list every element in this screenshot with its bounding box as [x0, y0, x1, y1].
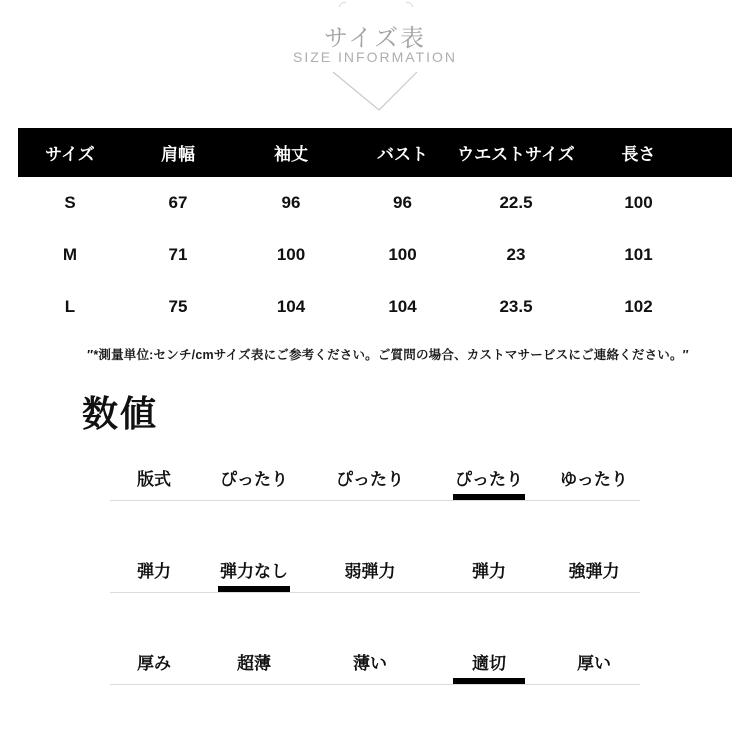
header-cell-sleeve: 袖丈 [274, 145, 308, 164]
size-table-header [18, 128, 732, 177]
size-cell: 96 [393, 193, 412, 212]
size-cell: 101 [624, 245, 653, 264]
spec-option: ゆったり [560, 470, 628, 489]
size-cell: 23 [506, 245, 526, 264]
spec-option: 超薄 [237, 654, 271, 673]
spec-label: 弾力 [137, 562, 171, 581]
size-row-m [18, 229, 732, 281]
size-cell: 104 [388, 297, 417, 316]
spec-option: ぴったり [336, 470, 404, 489]
size-cell: 96 [281, 193, 301, 212]
header-cell-waist: ウエストサイズ [457, 145, 575, 164]
spec-row-fit [110, 470, 640, 501]
spec-row-elasticity [110, 562, 640, 593]
chevron-down-icon [332, 71, 418, 112]
size-cell: 22.5 [499, 193, 533, 212]
spec-label: 版式 [137, 470, 171, 489]
size-cell: 23.5 [499, 297, 533, 316]
size-table [18, 128, 732, 333]
size-cell: 75 [168, 297, 188, 316]
spec-option: 厚い [577, 654, 611, 673]
spec-option: 適切 [430, 654, 548, 674]
size-chart-title: サイズ表 [323, 25, 427, 52]
spec-option: 弱弾力 [344, 562, 396, 581]
spec-option: 弾力 [472, 562, 506, 581]
measurement-note: ″*測量単位:センチ/cmサイズ表にご参考ください。ご質問の場合、カストマサービスにご連絡ください。″ [87, 348, 689, 362]
header-cell-size: サイズ [45, 145, 95, 164]
size-row-l [18, 281, 732, 333]
decorative-flourish [333, 0, 419, 10]
header-cell-bust: バスト [377, 145, 428, 164]
size-cell: L [64, 297, 76, 316]
size-cell: S [64, 193, 76, 212]
header-cell-shoulder: 肩幅 [161, 145, 195, 164]
size-cell: 100 [624, 193, 653, 212]
size-cell: 67 [168, 193, 188, 212]
size-row-s [18, 177, 732, 229]
size-cell: 100 [276, 245, 306, 264]
spec-option: 強弾力 [568, 562, 620, 581]
size-cell: 102 [624, 297, 653, 316]
size-chart-subtitle: SIZE INFORMATION [293, 49, 457, 65]
spec-option: ぴったり [430, 470, 548, 490]
size-cell: 100 [388, 245, 417, 264]
spec-label: 厚み [137, 654, 171, 673]
spec-section-heading: 数値 [82, 393, 159, 434]
header-cell-length: 長さ [621, 145, 656, 164]
spec-option: 薄い [353, 654, 387, 673]
spec-rows [110, 470, 640, 685]
spec-option: ぴったり [220, 470, 288, 489]
spec-row-thickness [110, 654, 640, 685]
size-cell: 104 [276, 297, 306, 316]
size-cell: 71 [168, 245, 188, 264]
spec-option: 弾力なし [198, 562, 310, 582]
size-cell: M [62, 245, 78, 264]
